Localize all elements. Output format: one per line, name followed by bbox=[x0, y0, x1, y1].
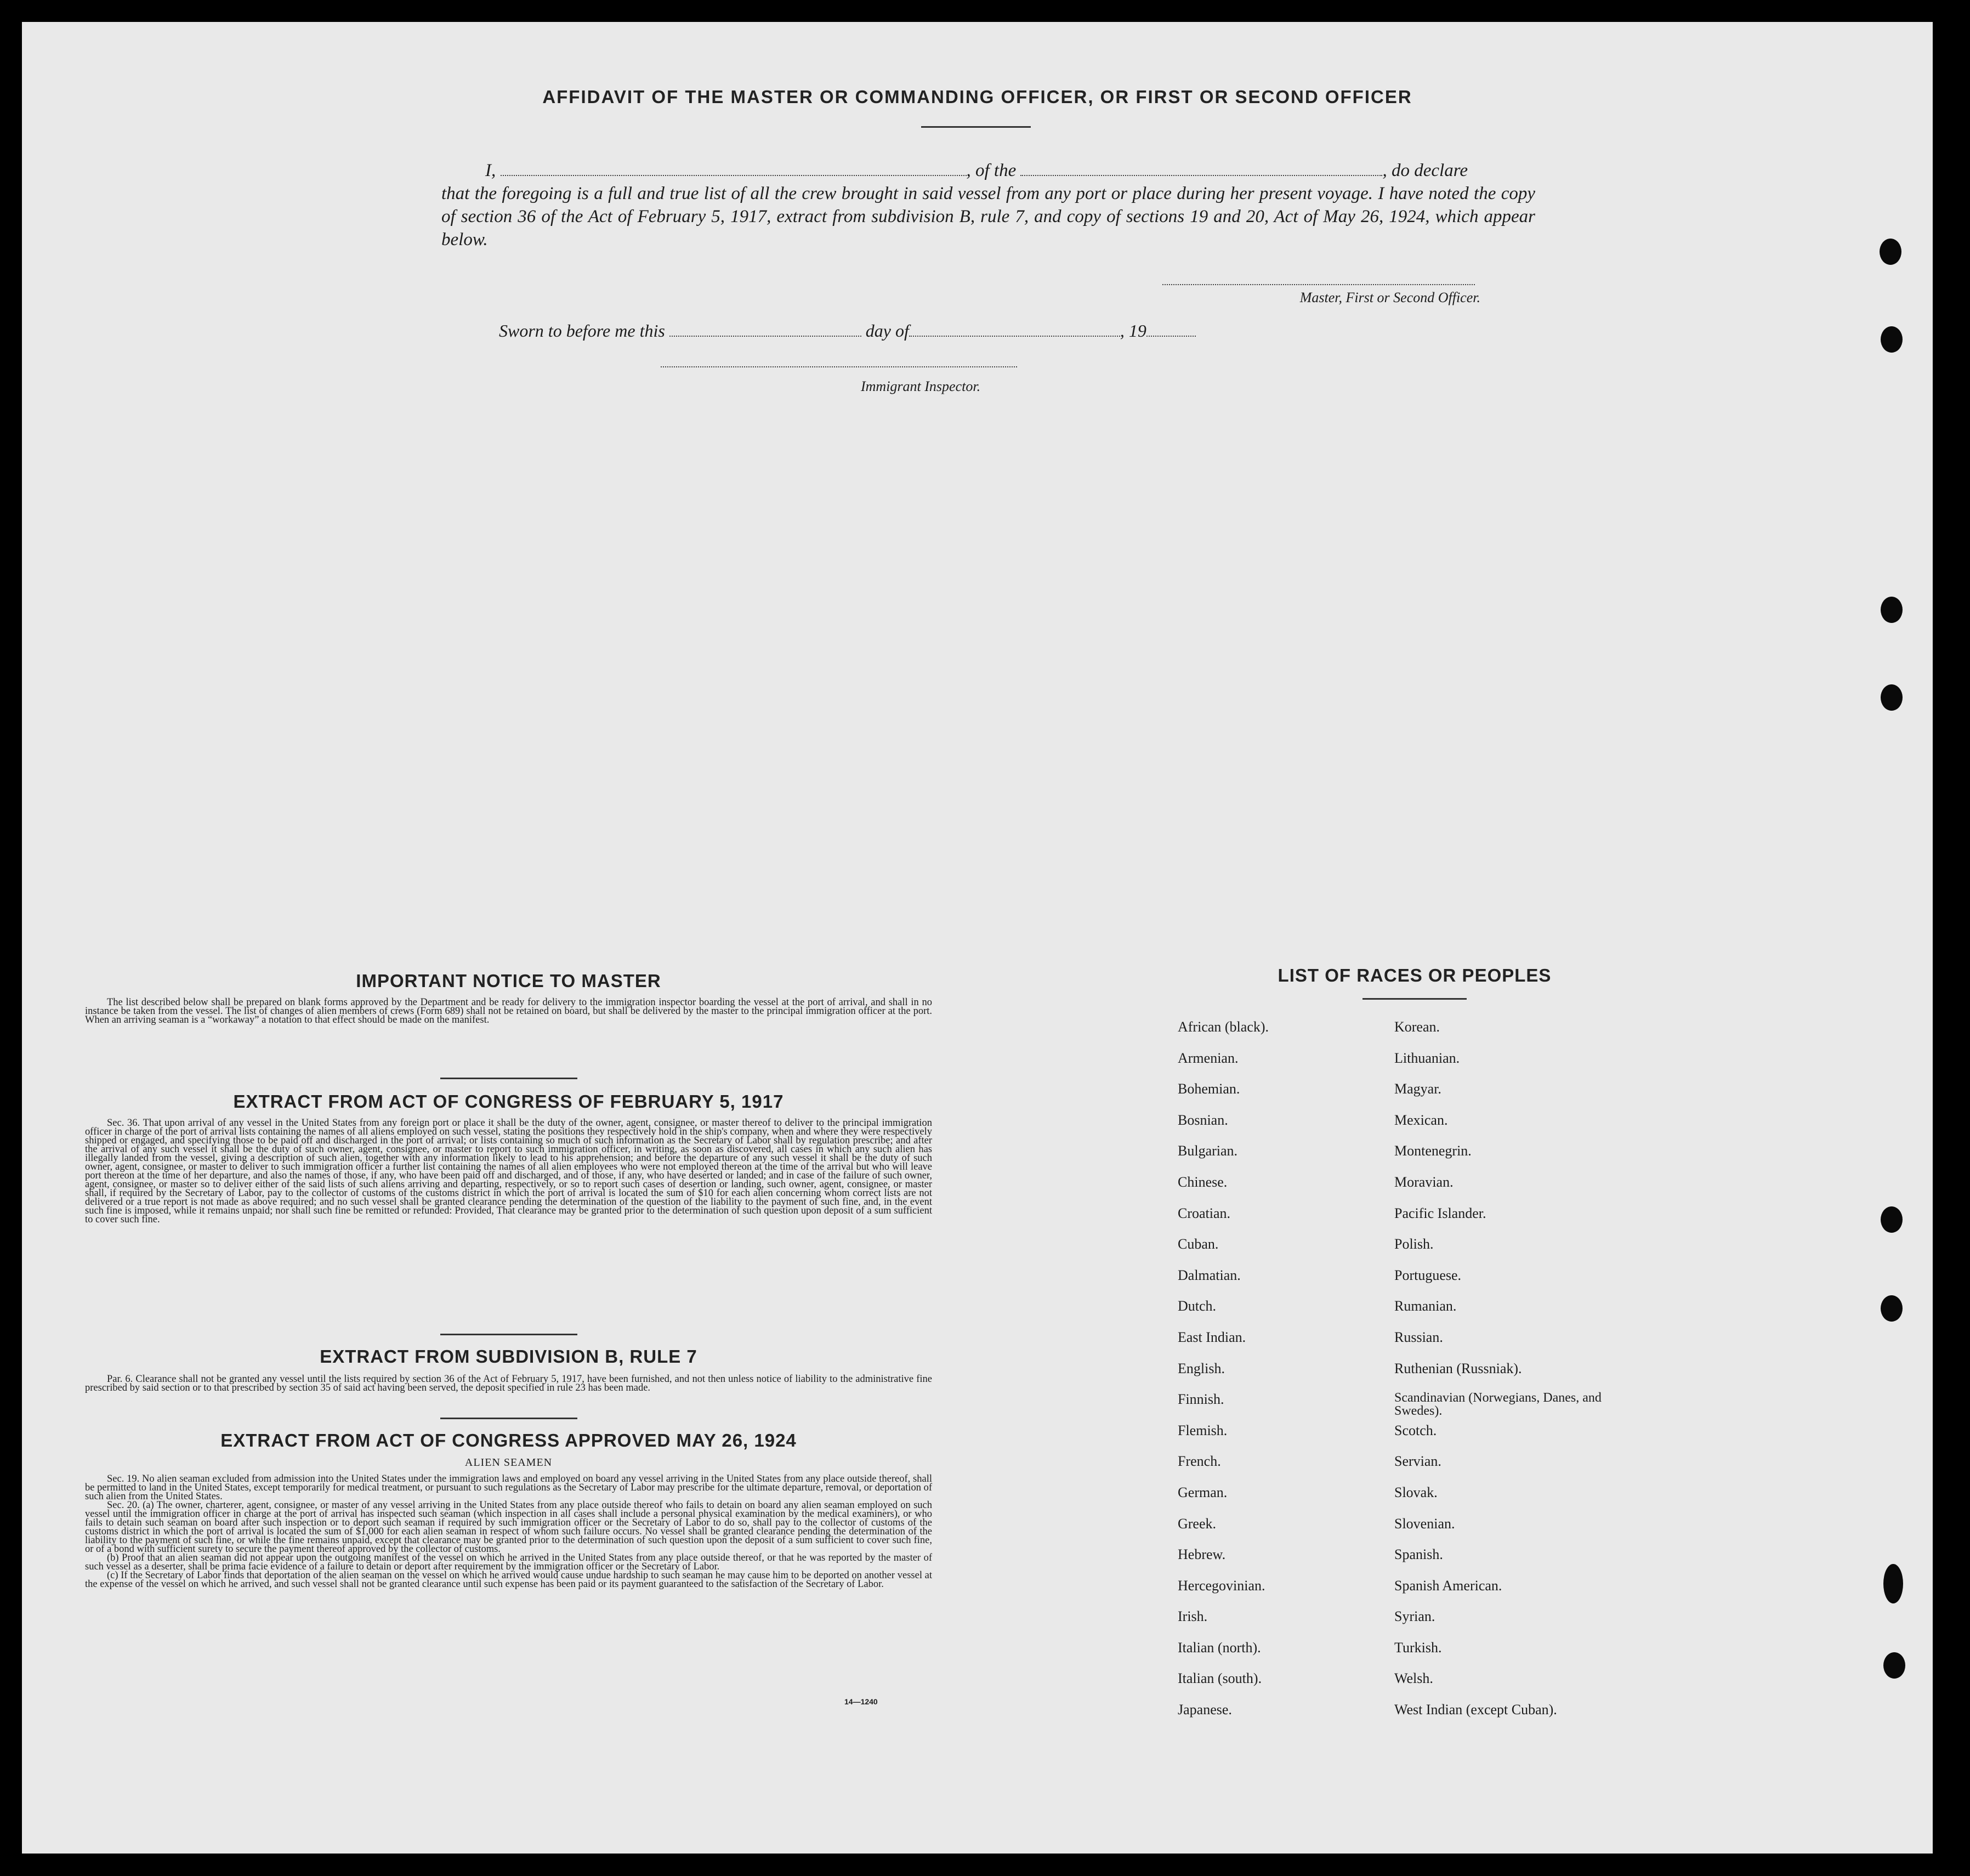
race-item: Chinese. bbox=[1178, 1174, 1228, 1190]
race-item: Rumanian. bbox=[1394, 1298, 1457, 1314]
year-field[interactable] bbox=[1146, 321, 1196, 337]
alien-seamen-subtitle: ALIEN SEAMEN bbox=[464, 1456, 553, 1469]
race-item: Spanish American. bbox=[1394, 1577, 1502, 1594]
race-item: Dalmatian. bbox=[1178, 1267, 1241, 1283]
extract-rule7-section bbox=[85, 1334, 932, 1392]
declaration-line bbox=[441, 159, 1535, 182]
title-rule bbox=[921, 126, 1031, 128]
race-item: Finnish. bbox=[1178, 1391, 1224, 1408]
vessel-field[interactable] bbox=[1020, 161, 1382, 176]
race-item: Mexican. bbox=[1394, 1112, 1448, 1128]
race-item: Dutch. bbox=[1178, 1298, 1217, 1314]
sec-20a-text: Sec. 20. (a) The owner, charterer, agent, consignee, or master of any vessel arriving in the United States from any place outside thereof who fails to detain on board any alien seaman employed on such vessel until the immigration officer in charge at the port of arrival has inspected such seaman (which inspection in all cases shall include a personal physical examination by the medical examiners), or who fails to detain such seaman on board after such inspection or to deport such seaman if required by such immigration officer or the Secretary of Labor to do so, shall pay to the collector of customs of the customs district in which the port of arrival is located the sum of $1,000 for each alien seaman in respect of whom such failure occurs. No vessel shall be granted clearance pending the determination of the liability to the payment of such fine, or while the fine remains unpaid, except that clearance may be granted prior to the determination of such question upon the deposit of a sum sufficient to cover such fine, or of a bond with sufficient surety to secure the payment thereof approved by the collector of customs. bbox=[85, 1500, 932, 1555]
sec-19-text: Sec. 19. No alien seaman excluded from admission into the United States under the immigration laws and employed on board any vessel arriving in the United States from any place outside thereof, shall be permitted to land in the United States, except temporarily for medical treatment, or pursuant to such regulations as the Secretary of Labor may prescribe for the ultimate departure, removal, or deportation of such alien from the United States. bbox=[85, 1473, 932, 1502]
binder-hole bbox=[1881, 684, 1903, 711]
notice-text: The list described below shall be prepared on blank forms approved by the Department and be ready for delivery to the immigration inspector boarding the vessel at the port of arrival, and shall in no instance be taken from the vessel. The list of changes of alien members of crews (Form 689) shall not be retained on board, but shall be delivered by the master to the principal immigration officer at the port. When an arriving seaman is a “workaway” a notation to that effect should be made on the manifest. bbox=[85, 997, 932, 1025]
race-item: English. bbox=[1178, 1360, 1225, 1376]
race-item: Montenegrin. bbox=[1394, 1143, 1472, 1159]
inspector-signature-line[interactable] bbox=[661, 366, 1017, 367]
binder-hole bbox=[1883, 1652, 1905, 1679]
race-item: Turkish. bbox=[1394, 1639, 1442, 1656]
binder-hole bbox=[1881, 1206, 1903, 1233]
declaration-text: that the foregoing is a full and true list of all the crew brought in said vessel from any port or place during her present voyage. I have noted the copy of section 36 of the Act of February 5, 1917, extract from subdivision B, rule 7, and copy of sections 19 and 20, Act of May 26, 1924, which appear below. bbox=[441, 184, 1535, 250]
race-item: Pacific Islander. bbox=[1394, 1205, 1486, 1221]
race-item: Bosnian. bbox=[1178, 1112, 1228, 1128]
race-item: Bulgarian. bbox=[1178, 1143, 1238, 1159]
sworn-line bbox=[499, 321, 1196, 341]
binder-hole bbox=[1881, 326, 1903, 353]
race-item: Croatian. bbox=[1178, 1205, 1231, 1221]
race-item: Scotch. bbox=[1394, 1422, 1437, 1438]
race-item: Moravian. bbox=[1394, 1174, 1454, 1190]
race-item: Spanish. bbox=[1394, 1546, 1443, 1563]
race-item: Irish. bbox=[1178, 1608, 1208, 1625]
section-rule bbox=[440, 1334, 577, 1335]
race-item: East Indian. bbox=[1178, 1329, 1246, 1345]
binder-hole bbox=[1883, 1564, 1903, 1603]
sworn-label: Sworn to before me this bbox=[499, 321, 665, 341]
notice-title: IMPORTANT NOTICE TO MASTER bbox=[356, 971, 661, 991]
race-item: Lithuanian. bbox=[1394, 1050, 1460, 1066]
extract-1917-text: Sec. 36. That upon arrival of any vessel in the United States from any foreign port or place it shall be the duty of the owner, agent, consignee, or master thereof to deliver to the principal immigration officer in charge of the port of arrival lists containing the names of all aliens employed on such vessel, stating the positions they respectively hold in the ship's company, when and where they were respectively shipped or engaged, and specifying those to be paid off and discharged in the port of arrival; or lists containing so much of such information as the Secretary of Labor shall by regulation prescribe; and after the arrival of any such vessel it shall be the duty of such owner, agent, consignee, or master to report to such immigration officer, in writing, as soon as discovered, all cases in which any such alien has illegally landed from the vessel, giving a description of such alien, together with any information likely to lead to his apprehension; and before the departure of any such vessel it shall be the duty of such owner, agent, consignee, or master to deliver to such immigration officer a further list containing the names of all alien employees who were not employed thereon at the time of the arrival but who will leave port thereon at the time of her departure, and also the names of those, if any, who have been paid off and discharged, and of those, if any, who have deserted or landed; and in case of the failure of such owner, agent, consignee, or master so to deliver either of the said lists of such aliens arriving and departing, respectively, or so to report such cases of desertion or landing, such owner, agent, consignee, or master shall, if required by the Secretary of Labor, pay to the collector of customs of the customs district in which the port of arrival is located the sum of $10 for each alien concerning whom correct lists are not delivered or a true report is not made as above required; and no such vessel shall be granted clearance pending the determination of the question of the liability to the payment of such fine, and, in the event such fine is imposed, while it remains unpaid; nor shall such fine be remitted or refunded: Provided, That clearance may be granted prior to the determination of such question upon deposit of a sum sufficient to cover such fine. bbox=[85, 1118, 932, 1225]
form-number: 14—1240 bbox=[844, 1697, 878, 1706]
sec-20c-text: (c) If the Secretary of Labor finds that deportation of the alien seaman on the vessel on which he arrived would cause undue hardship to such seaman he may cause him to be deported on another vessel at the expense of the vessel on which he arrived, and such vessel shall not be granted clearance until such expense has been paid or its payment guaranteed to the satisfaction of the Secretary of Labor. bbox=[85, 1570, 932, 1590]
race-item: Cuban. bbox=[1178, 1236, 1219, 1252]
binder-hole bbox=[1881, 597, 1903, 623]
races-section-title bbox=[1119, 965, 1711, 1000]
race-item: Ruthenian (Russniak). bbox=[1394, 1360, 1522, 1376]
race-item: French. bbox=[1178, 1453, 1221, 1470]
name-field[interactable] bbox=[501, 161, 967, 176]
month-field[interactable] bbox=[909, 321, 1120, 337]
affidavit-body bbox=[441, 159, 1535, 251]
race-item: Slovenian. bbox=[1394, 1515, 1455, 1532]
race-item: Bohemian. bbox=[1178, 1081, 1240, 1097]
race-item: Magyar. bbox=[1394, 1081, 1441, 1097]
binder-hole bbox=[1881, 1295, 1903, 1322]
extract-1917-section bbox=[85, 1078, 932, 1224]
races-list bbox=[1178, 1019, 1671, 1733]
race-item: Flemish. bbox=[1178, 1422, 1228, 1438]
race-item: Italian (south). bbox=[1178, 1670, 1262, 1687]
race-item: Hebrew. bbox=[1178, 1546, 1226, 1563]
extract-rule7-text: Par. 6. Clearance shall not be granted any vessel until the lists required by section 36 of the Act of February 5, 1917, have been furnished, and not then unless notice of liability to the administrative fine prescribed by said section or to that prescribed by section 35 of said act having been served, the deposit specified in rule 23 has been made. bbox=[85, 1374, 932, 1393]
day-field[interactable] bbox=[669, 321, 861, 337]
race-item: West Indian (except Cuban). bbox=[1394, 1702, 1557, 1718]
race-item: Polish. bbox=[1394, 1236, 1434, 1252]
race-item: Portuguese. bbox=[1394, 1267, 1462, 1283]
race-item: Slovak. bbox=[1394, 1484, 1438, 1500]
section-rule bbox=[440, 1418, 577, 1419]
race-item: Greek. bbox=[1178, 1515, 1217, 1532]
i-label: I, bbox=[485, 161, 496, 180]
extract-rule7-title: EXTRACT FROM SUBDIVISION B, RULE 7 bbox=[320, 1346, 697, 1367]
races-title: LIST OF RACES OR PEOPLES bbox=[1278, 965, 1552, 985]
race-item: Welsh. bbox=[1394, 1670, 1433, 1687]
binder-hole bbox=[1880, 239, 1901, 265]
race-item: Japanese. bbox=[1178, 1702, 1232, 1718]
inspector-label: Immigrant Inspector. bbox=[861, 378, 981, 394]
day-of-label: day of bbox=[865, 321, 909, 341]
race-item: Syrian. bbox=[1394, 1608, 1435, 1625]
of-the-label: , of the bbox=[966, 161, 1017, 180]
race-item: German. bbox=[1178, 1484, 1228, 1500]
year-label: , 19 bbox=[1120, 321, 1146, 341]
extract-1924-section bbox=[85, 1418, 932, 1589]
extract-1917-title: EXTRACT FROM ACT OF CONGRESS OF FEBRUARY 5, 1917 bbox=[233, 1091, 784, 1112]
do-declare-label: , do declare bbox=[1382, 161, 1468, 180]
master-signature-label: Master, First or Second Officer. bbox=[1299, 290, 1480, 305]
notice-section bbox=[85, 971, 932, 1024]
sec-20b-text: (b) Proof that an alien seaman did not appear upon the outgoing manifest of the vessel on which he arrived in the United States from any place outside thereof, or that he was reported by the master of such vessel as a deserter, shall be prima facie evidence of a failure to detain or deport after requirement by the immigration officer or the Secretary of Labor. bbox=[85, 1552, 932, 1572]
race-item: Armenian. bbox=[1178, 1050, 1239, 1066]
race-item: Hercegovinian. bbox=[1178, 1577, 1265, 1594]
affidavit-title: AFFIDAVIT OF THE MASTER OR COMMANDING OFFICER, OR FIRST OR SECOND OFFICER bbox=[542, 87, 1412, 107]
race-item: Korean. bbox=[1394, 1019, 1440, 1035]
race-item: Scandinavian (Norwegians, Danes, and Swedes). bbox=[1394, 1391, 1602, 1419]
races-title-rule bbox=[1362, 998, 1467, 1000]
extract-1924-title: EXTRACT FROM ACT OF CONGRESS APPROVED MAY 26, 1924 bbox=[220, 1430, 797, 1450]
race-item: African (black). bbox=[1178, 1019, 1269, 1035]
race-item: Russian. bbox=[1394, 1329, 1443, 1345]
race-item: Servian. bbox=[1394, 1453, 1441, 1470]
race-item: Italian (north). bbox=[1178, 1639, 1261, 1656]
master-signature-line[interactable] bbox=[1162, 284, 1475, 285]
section-rule bbox=[440, 1078, 577, 1079]
document-sheet bbox=[22, 22, 1933, 1854]
